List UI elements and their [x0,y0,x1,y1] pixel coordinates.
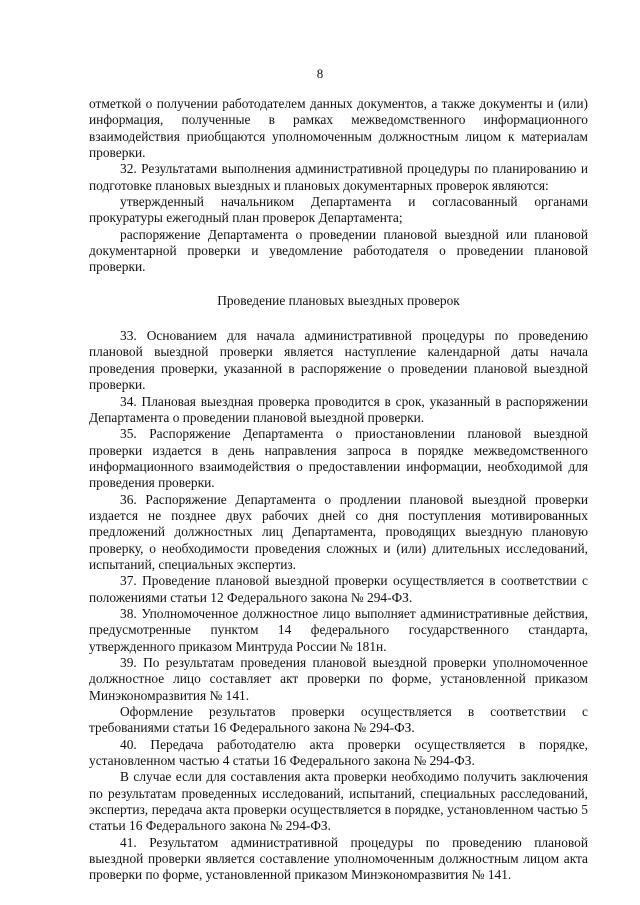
paragraph-35: 35. Распоряжение Департамента о приостановлении плановой выездной проверки издается в день направления запроса в порядке межведомственного информационного взаимодействия о предоставлении информации, необходимой для проведения проверки. [89,426,588,491]
paragraph-40-conclusions: В случае если для составления акта проверки необходимо получить заключения по результатам проведенных исследований, испытаний, специальных расследований, экспертиз, передача акта проверки осуществляется в порядке, установленном частью 5 статьи 16 Федерального закона № 294-ФЗ. [89,769,588,834]
paragraph-33: 33. Основанием для начала административной процедуры по проведению плановой выездной проверки является наступление календарной даты начала проведения проверки, указанной в распоряжение о проведении плановой выездной проверки. [89,328,588,393]
paragraph-continuation: отметкой о получении работодателем данных документов, а также документы и (или) информация, полученные в рамках межведомственного информационного взаимодействия приобщаются уполномоченным должностным лицом к материалам проверки. [89,96,588,161]
paragraph-37: 37. Проведение плановой выездной проверки осуществляется в соответствии с положениями статьи 12 Федерального закона № 294-ФЗ. [89,573,588,605]
paragraph-32-item-plan: утвержденный начальником Департамента и согласованный органами прокуратуры ежегодный план проверок Департамента; [89,194,588,226]
paragraph-32: 32. Результатами выполнения административной процедуры по планированию и подготовке плановых выездных и плановых документарных проверок являются: [89,161,588,193]
page-number: 8 [316,66,324,81]
paragraph-41: 41. Результатом административной процедуры по проведению плановой выездной проверки является составление уполномоченным должностным лицом акта проверки по форме, установленной приказом Минэкономразвития № 141. [89,834,588,883]
section-heading: Проведение плановых выездных проверок [217,292,460,308]
document-body [89,96,588,884]
paragraph-34: 34. Плановая выездная проверка проводится в срок, указанный в распоряжении Департамента о проведении плановой выездной проверки. [89,393,588,425]
paragraph-36: 36. Распоряжение Департамента о продлении плановой выездной проверки издается не позднее двух рабочих дней со дня поступления мотивированных предложений должностных лиц Департамента, проводящих выездную плановую проверку, о необходимости проведения сложных и (или) длительных исследований, испытаний, специальных экспертиз. [89,491,588,572]
paragraph-39-formatting: Оформление результатов проверки осуществляется в соответствии с требованиями статьи 16 Федерального закона № 294-ФЗ. [89,704,588,736]
paragraph-40: 40. Передача работодателю акта проверки осуществляется в порядке, установленном частью 4 статьи 16 Федерального закона № 294-ФЗ. [89,736,588,769]
paragraph-39: 39. По результатам проведения плановой выездной проверки уполномоченное должностное лицо составляет акт проверки по форме, установленной приказом Минэкономразвития № 141. [89,655,588,703]
paragraph-32-item-order: распоряжение Департамента о проведении плановой выездной или плановой документарной проверки и уведомление работодателя о проведении плановой проверки. [89,226,588,275]
paragraph-38: 38. Уполномоченное должностное лицо выполняет административные действия, предусмотренные пунктом 14 федерального государственного стандарта, утвержденного приказом Минтруда России № 181н. [89,605,588,654]
